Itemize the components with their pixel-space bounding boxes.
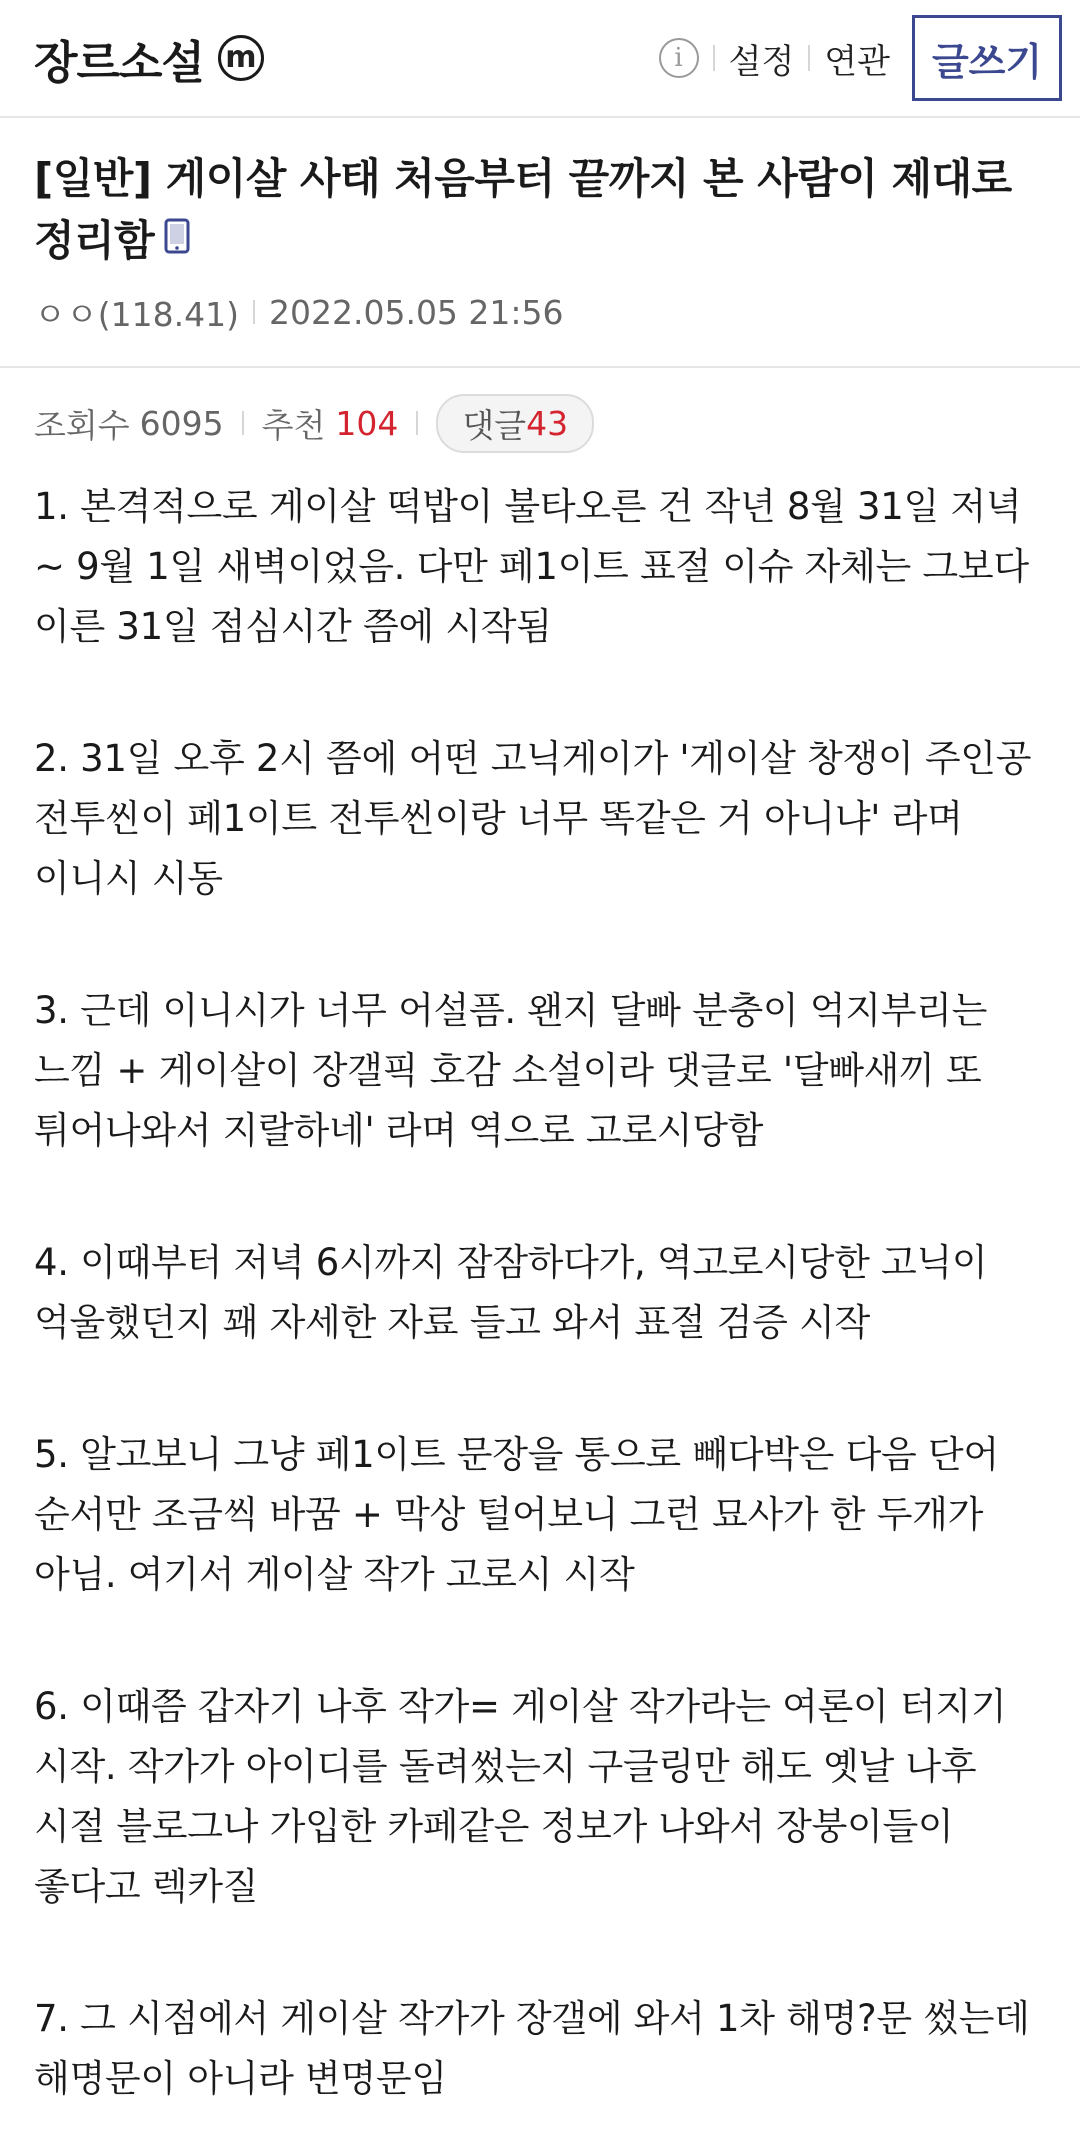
minor-gallery-badge-icon: m bbox=[218, 35, 264, 81]
body-paragraph: 3. 근데 이니시가 너무 어설픔. 왠지 달빠 분충이 억지부리는 느낌 + 게이살이 장갤픽 호감 소설이라 댓글로 '달빠새끼 또 튀어나와서 지랄하네' 라며 역으로 고로시당함 bbox=[34, 988, 988, 1152]
post-datetime: 2022.05.05 21:56 bbox=[268, 292, 564, 332]
info-icon[interactable]: i bbox=[659, 38, 699, 78]
comments-button[interactable] bbox=[436, 394, 594, 453]
divider bbox=[713, 45, 715, 71]
comments-label: 댓글 bbox=[462, 405, 527, 445]
body-paragraph: 7. 그 시점에서 게이살 작가가 장갤에 와서 1차 해명?문 썼는데 해명문이 아니라 변명문임 bbox=[34, 1996, 1030, 2100]
top-bar bbox=[0, 0, 1080, 118]
views-label: 조회수 bbox=[34, 405, 130, 445]
top-right-menu bbox=[659, 15, 1062, 101]
recommend-count: 104 bbox=[335, 403, 399, 443]
mobile-phone-icon bbox=[164, 209, 190, 271]
divider bbox=[253, 300, 255, 324]
post-meta bbox=[34, 289, 1046, 336]
author-name[interactable]: ㅇㅇ(118.41) bbox=[34, 294, 239, 334]
body-paragraph: 2. 31일 오후 2시 쯤에 어떤 고닉게이가 '게이살 창쟁이 주인공 전투씬이 페1이트 전투씬이랑 너무 똑같은 거 아니냐' 라며 이니시 시동 bbox=[34, 736, 1032, 900]
body-paragraph: 6. 이때쯤 갑자기 나후 작가= 게이살 작가라는 여론이 터지기 시작. 작가가 아이디를 돌려썼는지 구글링만 해도 옛날 나후 시절 블로그나 가입한 카페같은 정보가 나와서 장붕이들이 좋다고 렉카질 bbox=[34, 1684, 1007, 1908]
post-header bbox=[0, 118, 1080, 368]
divider bbox=[242, 411, 244, 435]
comments-count: 43 bbox=[526, 403, 569, 443]
views-count: 6095 bbox=[139, 403, 224, 443]
recommend-label: 추천 bbox=[261, 405, 326, 445]
related-link[interactable]: 연관 bbox=[824, 41, 890, 82]
divider bbox=[416, 411, 418, 435]
body-paragraph: 5. 알고보니 그냥 페1이트 문장을 통으로 빼다박은 다음 단어 순서만 조금씩 바꿈 + 막상 털어보니 그런 묘사가 한 두개가 아님. 여기서 게이살 작가 고로시 시작 bbox=[34, 1432, 999, 1596]
settings-link[interactable]: 설정 bbox=[728, 41, 795, 82]
body-paragraph: 4. 이때부터 저녁 6시까지 잠잠하다가, 역고로시당한 고닉이 억울했던지 꽤 자세한 자료 들고 와서 표절 검증 시작 bbox=[34, 1240, 988, 1344]
post-stats bbox=[0, 368, 1080, 453]
post-title bbox=[34, 148, 1046, 275]
write-post-button[interactable]: 글쓰기 bbox=[912, 15, 1062, 101]
gallery-name[interactable]: 장르소설 bbox=[34, 35, 204, 89]
body-paragraph: 1. 본격적으로 게이살 떡밥이 불타오른 건 작년 8월 31일 저녁~ 9월 1일 새벽이었음. 다만 페1이트 표절 이슈 자체는 그보다 이른 31일 점심시간 쯤에 시작됨 bbox=[34, 484, 1029, 648]
post-title-text: [일반] 게이살 사태 처음부터 끝까지 본 사람이 제대로 정리함 bbox=[34, 154, 1012, 265]
divider bbox=[808, 45, 810, 71]
post-body bbox=[0, 453, 1080, 2109]
